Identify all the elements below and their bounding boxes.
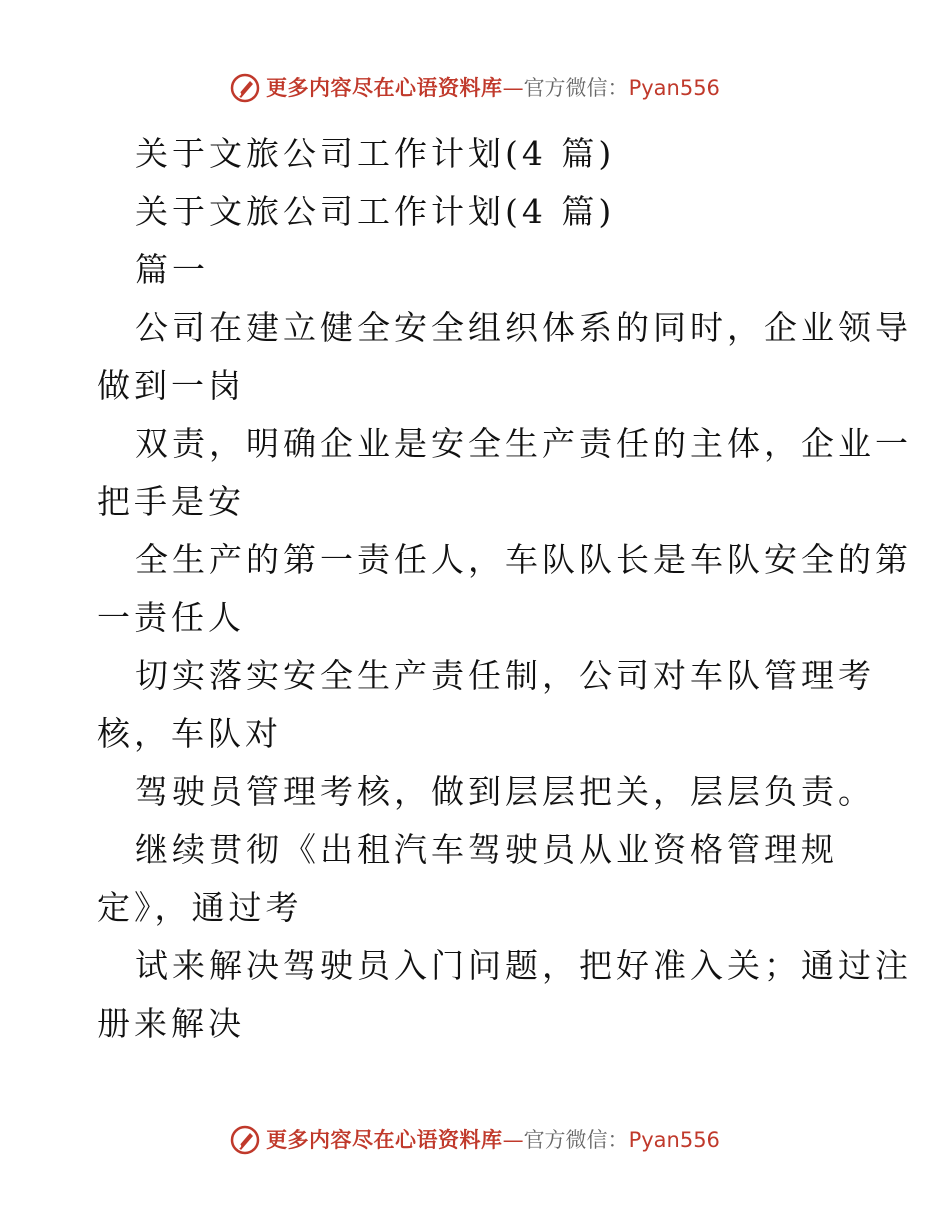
paragraph-line: 驾驶员管理考核，做到层层把关，层层负责。 xyxy=(135,772,875,811)
watermark-wechat-id: Pyan556 xyxy=(628,76,720,100)
paragraph-line: 公司在建立健全安全组织体系的同时，企业领导 xyxy=(135,308,912,347)
watermark-dash: — xyxy=(502,76,524,100)
paragraph-line: 册来解决 xyxy=(97,1004,245,1043)
paragraph-line: 一责任人 xyxy=(97,598,245,637)
paragraph-line: 核，车队对 xyxy=(97,714,282,753)
paragraph-line: 试来解决驾驶员入门问题，把好准入关；通过注 xyxy=(135,946,912,985)
paragraph-line: 切实落实安全生产责任制，公司对车队管理考 xyxy=(135,656,875,695)
paragraph-line: 继续贯彻《出租汽车驾驶员从业资格管理规 xyxy=(135,830,838,869)
watermark-dash: — xyxy=(502,1128,524,1152)
section-heading: 篇一 xyxy=(135,250,209,289)
paragraph-line: 双责，明确企业是安全生产责任的主体，企业一 xyxy=(135,424,912,463)
pen-logo-icon xyxy=(230,73,260,103)
footer-watermark xyxy=(0,1124,950,1156)
watermark-main-text: 更多内容尽在心语资料库 xyxy=(266,76,503,100)
watermark-wechat-id: Pyan556 xyxy=(628,1128,720,1152)
document-subtitle: 关于文旅公司工作计划(4 篇) xyxy=(135,192,616,231)
pen-logo-icon xyxy=(230,1125,260,1155)
paragraph-line: 全生产的第一责任人，车队队长是车队安全的第 xyxy=(135,540,912,579)
paragraph-line: 把手是安 xyxy=(97,482,245,521)
watermark-main-text: 更多内容尽在心语资料库 xyxy=(266,1128,503,1152)
paragraph-line: 定》，通过考 xyxy=(97,888,303,927)
watermark-sub-text: 官方微信： xyxy=(523,76,629,100)
paragraph-line: 做到一岗 xyxy=(97,366,245,405)
header-watermark xyxy=(0,72,950,104)
document-title: 关于文旅公司工作计划(4 篇) xyxy=(135,134,616,173)
watermark-sub-text: 官方微信： xyxy=(523,1128,629,1152)
document-body xyxy=(97,125,912,1053)
